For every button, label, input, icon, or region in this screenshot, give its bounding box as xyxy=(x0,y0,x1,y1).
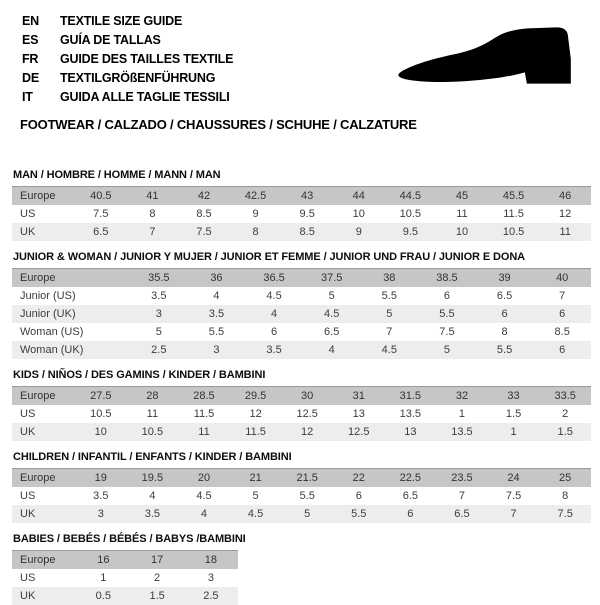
size-cell: 38.5 xyxy=(418,269,476,288)
size-cell: 33.5 xyxy=(539,387,591,406)
size-cell: 9 xyxy=(333,223,385,241)
size-cell: 13.5 xyxy=(436,423,488,441)
size-cell: 5 xyxy=(252,490,259,502)
row-label-cell: Europe xyxy=(12,387,75,406)
language-label: GUIDE DES TAILLES TEXTILE xyxy=(60,52,234,66)
size-cell: 11.5 xyxy=(503,208,524,220)
size-cell: 8 xyxy=(562,490,569,502)
size-cell: 12 xyxy=(281,423,333,441)
row-label-cell: Europe xyxy=(12,187,75,206)
size-cell: 20 xyxy=(178,469,230,488)
language-label: GUIDA ALLE TAGLIE TESSILI xyxy=(60,90,230,104)
size-cell: 2 xyxy=(154,572,161,584)
size-cell: 19 xyxy=(75,469,127,488)
size-cell: 5 xyxy=(361,305,419,323)
table-row xyxy=(12,305,591,323)
size-cell: 2.5 xyxy=(130,341,188,359)
size-cell: 6.5 xyxy=(324,326,340,338)
size-cell: 42 xyxy=(178,187,230,206)
size-cell: 45 xyxy=(436,187,488,206)
size-cell: 43 xyxy=(281,187,333,206)
table-title: BABIES / BEBÉS / BÉBÉS / BABYS /BAMBINI xyxy=(13,533,246,545)
language-line xyxy=(22,50,233,69)
language-list xyxy=(22,12,233,107)
table-row xyxy=(12,287,591,305)
size-cell: 27.5 xyxy=(75,387,127,406)
size-cell: 6 xyxy=(271,326,278,338)
size-cell: 10.5 xyxy=(90,408,112,420)
table-row xyxy=(12,205,591,223)
size-cell: 12.5 xyxy=(296,408,318,420)
language-line xyxy=(22,12,233,31)
size-cell: 22.5 xyxy=(385,469,437,488)
size-cell: 11 xyxy=(146,408,159,420)
row-label-cell: Europe xyxy=(12,269,130,288)
size-cell: 11.5 xyxy=(230,423,282,441)
size-cell: 33 xyxy=(488,387,540,406)
row-label-cell: Europe xyxy=(12,469,75,488)
row-label-cell: UK xyxy=(12,505,75,523)
size-cell: 5 xyxy=(281,505,333,523)
size-cell: 8 xyxy=(230,223,282,241)
table-header-row xyxy=(12,387,591,406)
table-row xyxy=(12,341,591,359)
size-cell: 4.5 xyxy=(266,290,282,302)
size-cell: 7.5 xyxy=(178,223,230,241)
size-cell: 8 xyxy=(149,208,156,220)
language-line xyxy=(22,88,233,107)
row-label-cell: UK xyxy=(12,587,76,605)
size-cell: 1 xyxy=(458,408,466,420)
size-cell: 5.5 xyxy=(299,490,315,502)
table-header-row xyxy=(12,551,238,570)
size-table xyxy=(12,186,591,241)
table-row xyxy=(12,223,591,241)
row-label-cell: US xyxy=(20,408,36,420)
language-code: IT xyxy=(22,90,33,104)
row-label-cell: US xyxy=(20,490,36,502)
language-line xyxy=(22,69,233,88)
size-cell: 12.5 xyxy=(333,423,385,441)
size-cell: 13.5 xyxy=(399,408,422,420)
table-header-row xyxy=(12,269,591,288)
size-cell: 9.5 xyxy=(299,208,315,220)
size-cell: 21 xyxy=(230,469,282,488)
size-cell: 7 xyxy=(488,505,540,523)
size-cell: 8.5 xyxy=(281,223,333,241)
size-cell: 12 xyxy=(559,208,572,220)
size-cell: 5.5 xyxy=(418,305,476,323)
row-label-cell: Junior (US) xyxy=(20,290,76,302)
size-cell: 28.5 xyxy=(178,387,230,406)
size-cell: 4.5 xyxy=(361,341,419,359)
table-title: KIDS / NIÑOS / DES GAMINS / KINDER / BAMBINI xyxy=(13,369,266,381)
size-cell: 5 xyxy=(328,290,335,302)
size-cell: 24 xyxy=(488,469,540,488)
size-cell: 11 xyxy=(178,423,230,441)
size-table xyxy=(12,386,591,441)
size-cell: 6 xyxy=(476,305,534,323)
size-cell: 36 xyxy=(188,269,246,288)
size-cell: 16 xyxy=(76,551,130,570)
table-row xyxy=(12,405,591,423)
language-code: FR xyxy=(22,52,39,66)
size-cell: 4 xyxy=(303,341,361,359)
size-cell: 7.5 xyxy=(539,505,591,523)
size-cell: 7.5 xyxy=(93,208,109,220)
size-cell: 6.5 xyxy=(75,223,127,241)
row-label-cell: Woman (US) xyxy=(20,326,84,338)
size-cell: 28 xyxy=(127,387,179,406)
language-label: TEXTILE SIZE GUIDE xyxy=(60,14,183,28)
size-cell: 13 xyxy=(352,408,365,420)
size-cell: 6 xyxy=(355,490,362,502)
size-cell: 3 xyxy=(207,572,214,584)
dress-shoe-icon xyxy=(395,26,579,88)
table-title: MAN / HOMBRE / HOMME / MANN / MAN xyxy=(13,169,221,181)
size-guide-sheet xyxy=(12,12,591,605)
table-row xyxy=(12,587,238,605)
size-cell: 4 xyxy=(213,290,220,302)
language-label: TEXTILGRÖßENFÜHRUNG xyxy=(60,71,216,85)
size-table-section xyxy=(12,251,591,359)
size-cell: 0.5 xyxy=(76,587,130,605)
size-cell: 7 xyxy=(559,290,566,302)
table-title: JUNIOR & WOMAN / JUNIOR Y MUJER / JUNIOR ET FEMME / JUNIOR UND FRAU / JUNIOR E DONA xyxy=(13,251,526,263)
size-tables xyxy=(12,169,591,605)
row-label-cell: UK xyxy=(12,423,75,441)
row-label-cell: Junior (UK) xyxy=(12,305,130,323)
size-cell: 3 xyxy=(75,505,127,523)
size-cell: 30 xyxy=(281,387,333,406)
size-cell: 5 xyxy=(155,326,162,338)
size-cell: 38 xyxy=(361,269,419,288)
size-cell: 8.5 xyxy=(196,208,212,220)
size-cell: 6.5 xyxy=(496,290,513,302)
size-cell: 1 xyxy=(100,572,107,584)
size-cell: 10.5 xyxy=(399,208,422,220)
size-table-section xyxy=(12,451,591,523)
size-cell: 3.5 xyxy=(188,305,246,323)
size-cell: 2.5 xyxy=(184,587,238,605)
size-cell: 4.5 xyxy=(303,305,361,323)
size-cell: 29.5 xyxy=(230,387,282,406)
size-cell: 10.5 xyxy=(488,223,540,241)
size-cell: 23.5 xyxy=(436,469,488,488)
size-cell: 1.5 xyxy=(539,423,591,441)
size-cell: 10.5 xyxy=(127,423,179,441)
size-cell: 36.5 xyxy=(245,269,303,288)
row-label-cell: US xyxy=(20,572,36,584)
size-table xyxy=(12,468,591,523)
size-cell: 6 xyxy=(533,341,591,359)
size-cell: 6 xyxy=(443,290,450,302)
language-line xyxy=(22,31,233,50)
size-cell: 3.5 xyxy=(127,505,179,523)
size-cell: 7 xyxy=(458,490,466,502)
size-cell: 4 xyxy=(149,490,156,502)
size-cell: 31.5 xyxy=(385,387,437,406)
size-cell: 9 xyxy=(252,208,259,220)
size-cell: 45.5 xyxy=(488,187,540,206)
language-code: ES xyxy=(22,33,39,47)
size-cell: 7.5 xyxy=(505,490,522,502)
table-header-row xyxy=(12,469,591,488)
language-label: GUÍA DE TALLAS xyxy=(60,33,161,47)
size-cell: 11.5 xyxy=(193,408,215,420)
size-cell: 4.5 xyxy=(230,505,282,523)
size-cell: 10 xyxy=(75,423,127,441)
size-cell: 11 xyxy=(456,208,468,220)
size-cell: 3.5 xyxy=(151,290,167,302)
size-cell: 5 xyxy=(418,341,476,359)
size-table xyxy=(12,268,591,359)
size-cell: 9.5 xyxy=(385,223,437,241)
size-cell: 6 xyxy=(533,305,591,323)
size-cell: 32 xyxy=(436,387,488,406)
size-cell: 4.5 xyxy=(196,490,212,502)
size-table-section xyxy=(12,369,591,441)
table-header-row xyxy=(12,187,591,206)
table-row xyxy=(12,423,591,441)
size-table-section xyxy=(12,169,591,241)
row-label-cell: Woman (UK) xyxy=(12,341,130,359)
size-cell: 7 xyxy=(127,223,179,241)
size-cell: 21.5 xyxy=(281,469,333,488)
size-cell: 44.5 xyxy=(385,187,437,206)
row-label-cell: US xyxy=(20,208,36,220)
table-row xyxy=(12,569,238,587)
size-cell: 18 xyxy=(184,551,238,570)
size-cell: 31 xyxy=(333,387,385,406)
size-cell: 6.5 xyxy=(436,505,488,523)
size-cell: 1.5 xyxy=(505,408,522,420)
language-code: EN xyxy=(22,14,39,28)
row-label-cell: Europe xyxy=(12,551,76,570)
size-cell: 44 xyxy=(333,187,385,206)
size-cell: 19.5 xyxy=(127,469,179,488)
size-cell: 4 xyxy=(178,505,230,523)
size-cell: 25 xyxy=(539,469,591,488)
size-cell: 6 xyxy=(385,505,437,523)
size-cell: 10 xyxy=(352,208,365,220)
size-cell: 5.5 xyxy=(208,326,225,338)
size-cell: 13 xyxy=(385,423,437,441)
language-code: DE xyxy=(22,71,39,85)
size-cell: 3 xyxy=(188,341,246,359)
size-cell: 3 xyxy=(130,305,188,323)
size-cell: 40 xyxy=(533,269,591,288)
table-row xyxy=(12,487,591,505)
size-cell: 5.5 xyxy=(476,341,534,359)
size-cell: 1 xyxy=(488,423,540,441)
size-cell: 8.5 xyxy=(554,326,570,338)
size-table xyxy=(12,550,238,605)
size-cell: 42.5 xyxy=(230,187,282,206)
size-cell: 41 xyxy=(127,187,179,206)
header xyxy=(12,12,591,107)
table-row xyxy=(12,323,591,341)
size-cell: 12 xyxy=(249,408,262,420)
size-cell: 3.5 xyxy=(93,490,109,502)
size-cell: 8 xyxy=(501,326,508,338)
row-label-cell: UK xyxy=(12,223,75,241)
size-cell: 5.5 xyxy=(381,290,397,302)
size-cell: 22 xyxy=(333,469,385,488)
size-cell: 10 xyxy=(436,223,488,241)
size-cell: 7.5 xyxy=(439,326,455,338)
size-table-section xyxy=(12,533,591,605)
category-line: FOOTWEAR / CALZADO / CHAUSSURES / SCHUHE / CALZATURE xyxy=(20,117,417,132)
table-title: CHILDREN / INFANTIL / ENFANTS / KINDER / BAMBINI xyxy=(13,451,292,463)
size-cell: 3.5 xyxy=(245,341,303,359)
size-cell: 39 xyxy=(476,269,534,288)
size-cell: 17 xyxy=(130,551,184,570)
size-cell: 35.5 xyxy=(130,269,188,288)
size-cell: 37.5 xyxy=(303,269,361,288)
size-cell: 40.5 xyxy=(75,187,127,206)
size-cell: 46 xyxy=(539,187,591,206)
size-cell: 5.5 xyxy=(333,505,385,523)
size-cell: 2 xyxy=(562,408,569,420)
size-cell: 11 xyxy=(539,223,591,241)
size-cell: 6.5 xyxy=(402,490,418,502)
size-cell: 4 xyxy=(245,305,303,323)
size-cell: 1.5 xyxy=(130,587,184,605)
table-row xyxy=(12,505,591,523)
size-cell: 7 xyxy=(386,326,393,338)
